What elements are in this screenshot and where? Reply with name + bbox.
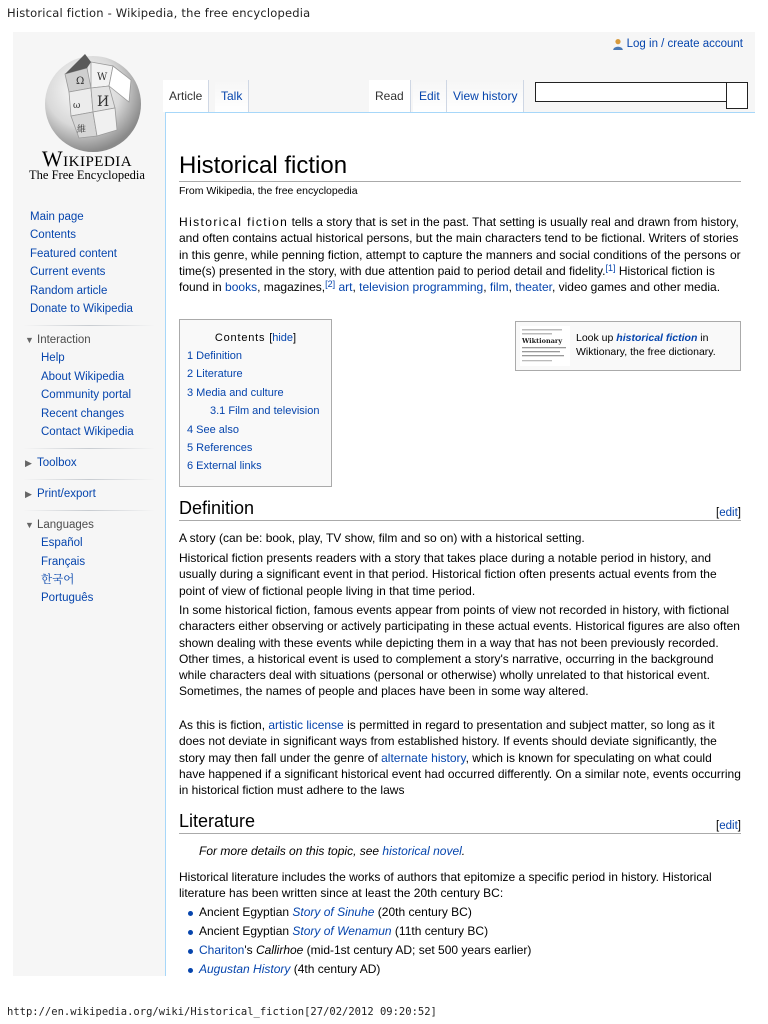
wiktionary-logo-text: Wiktionary bbox=[522, 337, 563, 345]
intro-text: , bbox=[508, 280, 516, 295]
sidebar-item-help[interactable]: Help bbox=[41, 352, 65, 365]
portal-heading-label: Languages bbox=[37, 519, 94, 532]
item-text: 's bbox=[244, 943, 256, 957]
toc-entry-literature[interactable]: 2 Literature bbox=[187, 368, 243, 381]
wikipedia-page bbox=[13, 32, 755, 976]
definition-p4 bbox=[179, 717, 741, 798]
list-item bbox=[199, 941, 531, 960]
portal-heading-toolbox[interactable] bbox=[13, 454, 163, 472]
section-heading-literature bbox=[179, 809, 741, 834]
item-text: (11th century BC) bbox=[391, 924, 489, 938]
bracket: ] bbox=[737, 820, 741, 832]
toc-entry-external-links[interactable]: 6 External links bbox=[187, 460, 262, 473]
definition-p3 bbox=[179, 602, 741, 700]
sidebar-item-lang-es[interactable]: Español bbox=[41, 537, 83, 550]
hatnote-text: . bbox=[461, 844, 466, 858]
link-alternate-history[interactable]: alternate history bbox=[381, 750, 466, 765]
link-story-of-wenamun[interactable]: Story of Wenamun bbox=[292, 924, 392, 938]
link-books[interactable]: books bbox=[225, 280, 258, 295]
sidebar-item-donate[interactable]: Donate to Wikipedia bbox=[30, 302, 133, 315]
toc-hide-link[interactable]: hide bbox=[272, 332, 294, 344]
link-television-programming[interactable]: television programming bbox=[359, 280, 484, 295]
edit-section-link[interactable] bbox=[716, 814, 741, 838]
definition-p2 bbox=[179, 550, 741, 599]
bracket: [ bbox=[716, 820, 720, 832]
wiktionary-box bbox=[515, 321, 741, 371]
sidebar-item-main-page[interactable]: Main page bbox=[30, 211, 84, 223]
definition-p1 bbox=[179, 530, 741, 546]
literature-p1 bbox=[179, 869, 741, 902]
wiktionary-term-link[interactable]: historical fiction bbox=[616, 332, 698, 344]
intro-text: , video games and other media. bbox=[551, 280, 721, 295]
item-italic: Callirhoe bbox=[255, 943, 304, 957]
link-chariton[interactable]: Chariton bbox=[199, 943, 245, 957]
site-sub: From Wikipedia, the free encyclopedia bbox=[179, 185, 358, 197]
hatnote-text: For more details on this topic, see bbox=[199, 844, 383, 858]
svg-text:ω: ω bbox=[73, 101, 81, 111]
wiktionary-lookup: Look up bbox=[576, 332, 617, 344]
user-icon bbox=[612, 38, 624, 50]
svg-text:Ω: Ω bbox=[76, 76, 85, 87]
bracket: [ bbox=[269, 332, 273, 344]
edit-link[interactable]: edit bbox=[719, 820, 738, 832]
intro-text: , bbox=[483, 280, 490, 295]
paragraph: A story (can be: book, play, TV show, film and so on) with a historical setting. bbox=[179, 531, 585, 545]
sidebar-item-featured-content[interactable]: Featured content bbox=[30, 247, 117, 260]
intro-text: Historical fiction is found in bbox=[179, 263, 715, 295]
wiktionary-text bbox=[576, 331, 716, 359]
sidebar-divider bbox=[23, 448, 155, 449]
sidebar-item-about[interactable]: About Wikipedia bbox=[41, 370, 125, 383]
tab-view-history[interactable]: View history bbox=[447, 80, 524, 112]
toc-hide-toggle[interactable] bbox=[269, 332, 296, 344]
list-item bbox=[199, 903, 531, 922]
link-story-of-sinuhe[interactable]: Story of Sinuhe bbox=[292, 905, 375, 919]
paragraph-text: is permitted in regard to presentation and subject matter, so long as it does not deviate in significant ways from established history. If events should deviate significantly, the story may then fall under the genre of bbox=[179, 718, 717, 765]
tab-edit[interactable]: Edit bbox=[413, 80, 447, 112]
portal-heading-print-export[interactable] bbox=[13, 485, 163, 503]
sidebar-item-community-portal[interactable]: Community portal bbox=[41, 389, 132, 402]
wiktionary-line2: Wiktionary, the free dictionary. bbox=[576, 346, 716, 358]
item-text: Ancient Egyptian bbox=[199, 905, 293, 919]
section-title: Literature bbox=[179, 811, 256, 831]
lead-term: Historical fiction bbox=[179, 215, 289, 229]
wiktionary-logo[interactable] bbox=[520, 326, 570, 366]
edit-section-link[interactable] bbox=[716, 501, 741, 525]
login-label: Log in / create account bbox=[626, 38, 743, 50]
wiktionary-in: in bbox=[697, 332, 709, 344]
link-artistic-license[interactable]: artistic license bbox=[268, 718, 344, 732]
tab-read[interactable]: Read bbox=[369, 80, 411, 112]
toc-entry-see-also[interactable]: 4 See also bbox=[187, 423, 239, 436]
triangle-right-icon: ▶ bbox=[25, 488, 32, 499]
portal-heading-label: Print/export bbox=[37, 488, 96, 501]
toc-entry-media-culture[interactable]: 3 Media and culture bbox=[187, 386, 284, 399]
svg-text:И: И bbox=[97, 94, 110, 110]
paragraph-text: As this is fiction, bbox=[179, 718, 269, 732]
intro-text: , magazines, bbox=[257, 280, 326, 295]
paragraph: In some historical fiction, famous events appear from points of view not recorded in history, with fictional characters either observing or actively participating in these actual events. Historical figures are also often shown dealing with these events while depicting them in a way that has not been previously recorded. Other times, a historical event is used to complement a story's narrative, occurring in the background while characters deal with situations (personal or otherwise) wholly unrelated to that historical event. Sometimes, the names of people and places have been in some way altered. bbox=[179, 603, 740, 699]
intro-paragraph bbox=[179, 214, 741, 295]
tab-talk[interactable]: Talk bbox=[215, 80, 249, 112]
list-item bbox=[199, 960, 531, 976]
hatnote bbox=[179, 843, 741, 859]
sidebar-item-lang-ko[interactable]: 한국어 bbox=[41, 574, 75, 587]
triangle-down-icon: ▼ bbox=[25, 520, 34, 531]
item-text: Ancient Egyptian bbox=[199, 924, 293, 938]
toc-entry-definition[interactable]: 1 Definition bbox=[187, 350, 243, 362]
print-url-footer: http://en.wikipedia.org/wiki/Historical_fiction[27/02/2012 09:20:52] bbox=[7, 1006, 437, 1018]
wikipedia-globe-logo[interactable] bbox=[35, 46, 151, 156]
reference-link[interactable]: [2] bbox=[325, 279, 336, 290]
sidebar-item-contact[interactable]: Contact Wikipedia bbox=[41, 425, 134, 438]
edit-link[interactable]: edit bbox=[719, 507, 738, 519]
sidebar-divider bbox=[23, 325, 155, 326]
item-text: (20th century BC) bbox=[374, 905, 472, 919]
toc-entry-references[interactable]: 5 References bbox=[187, 441, 253, 454]
page-title: Historical fiction bbox=[179, 151, 741, 182]
toc-entry-film-television[interactable]: 3.1 Film and television bbox=[210, 405, 320, 418]
print-page-title: Historical fiction - Wikipedia, the free encyclopedia bbox=[7, 6, 311, 20]
triangle-down-icon: ▼ bbox=[25, 335, 34, 346]
portal-heading-label: Interaction bbox=[37, 334, 91, 347]
portal-heading-interaction[interactable] bbox=[13, 331, 163, 349]
wordmark-tagline: The Free Encyclopedia bbox=[29, 168, 145, 182]
link-theater[interactable]: theater bbox=[515, 280, 552, 295]
paragraph: Historical literature includes the works of authors that epitomize a specific period in history. Historical literature has been written since at least the 20th century BC: bbox=[179, 870, 712, 901]
wordmark-text: Wikipedia bbox=[41, 146, 133, 171]
sidebar-item-lang-fr[interactable]: Français bbox=[41, 555, 86, 568]
sidebar-item-random-article[interactable]: Random article bbox=[30, 284, 108, 297]
section-heading-definition bbox=[179, 496, 741, 521]
item-text: (4th century AD) bbox=[290, 962, 381, 976]
sidebar-item-lang-pt[interactable]: Português bbox=[41, 592, 94, 605]
sidebar-divider bbox=[23, 479, 155, 480]
paragraph: Historical fiction presents readers with a story that takes place during a notable period in history, and usually during a significant event in that period. Historical fiction often presents actual events from the point of view of fictional people living in that time period. bbox=[179, 551, 717, 598]
svg-text:維: 維 bbox=[77, 125, 87, 135]
bracket: ] bbox=[293, 332, 297, 344]
bracket: ] bbox=[737, 507, 741, 519]
sidebar-divider bbox=[23, 510, 155, 511]
search-input[interactable] bbox=[535, 82, 727, 102]
section-title: Definition bbox=[179, 498, 255, 518]
article-content bbox=[165, 112, 755, 976]
table-of-contents bbox=[179, 319, 332, 487]
login-link[interactable] bbox=[612, 38, 743, 50]
toc-title-label: Contents bbox=[214, 332, 266, 344]
intro-text: , bbox=[352, 280, 360, 295]
paragraph-text: , which is known for speculating on what could have happened if a significant historical event had occurred differently. On a similar note, events occurring in historical fiction must adhere to the laws bbox=[179, 750, 741, 798]
sidebar bbox=[13, 208, 163, 608]
toc-title bbox=[180, 329, 331, 347]
intro-text: tells a story that is set in the past. That setting is usually real and drawn from history, and often contains actual historical persons, but the main characters tend to be fictional. Writers of stories in this genre, while penning fiction, attempt to capture the manners and social conditions of the persons or time(s) presented in the story, with due attention paid to period detail and fidelity. bbox=[179, 215, 741, 278]
search-button[interactable] bbox=[726, 82, 748, 109]
link-augustan-history[interactable]: Augustan History bbox=[199, 962, 291, 976]
item-text: (mid-1st century AD; set 500 years earlier) bbox=[303, 943, 532, 957]
portal-heading-languages[interactable] bbox=[13, 516, 163, 534]
svg-text:W: W bbox=[97, 72, 108, 83]
sidebar-item-recent-changes[interactable]: Recent changes bbox=[41, 407, 125, 420]
reference-link[interactable]: [1] bbox=[605, 262, 616, 273]
triangle-right-icon: ▶ bbox=[25, 457, 32, 468]
tab-article[interactable]: Article bbox=[163, 80, 209, 112]
list-item bbox=[199, 922, 531, 941]
link-film[interactable]: film bbox=[489, 280, 509, 295]
portal-heading-label: Toolbox bbox=[37, 457, 77, 470]
link-art[interactable]: art bbox=[338, 280, 353, 295]
sidebar-item-current-events[interactable]: Current events bbox=[30, 266, 106, 279]
literature-list bbox=[179, 903, 531, 976]
link-historical-novel[interactable]: historical novel bbox=[382, 844, 462, 858]
bracket: [ bbox=[716, 507, 720, 519]
sidebar-item-contents[interactable]: Contents bbox=[30, 229, 77, 242]
